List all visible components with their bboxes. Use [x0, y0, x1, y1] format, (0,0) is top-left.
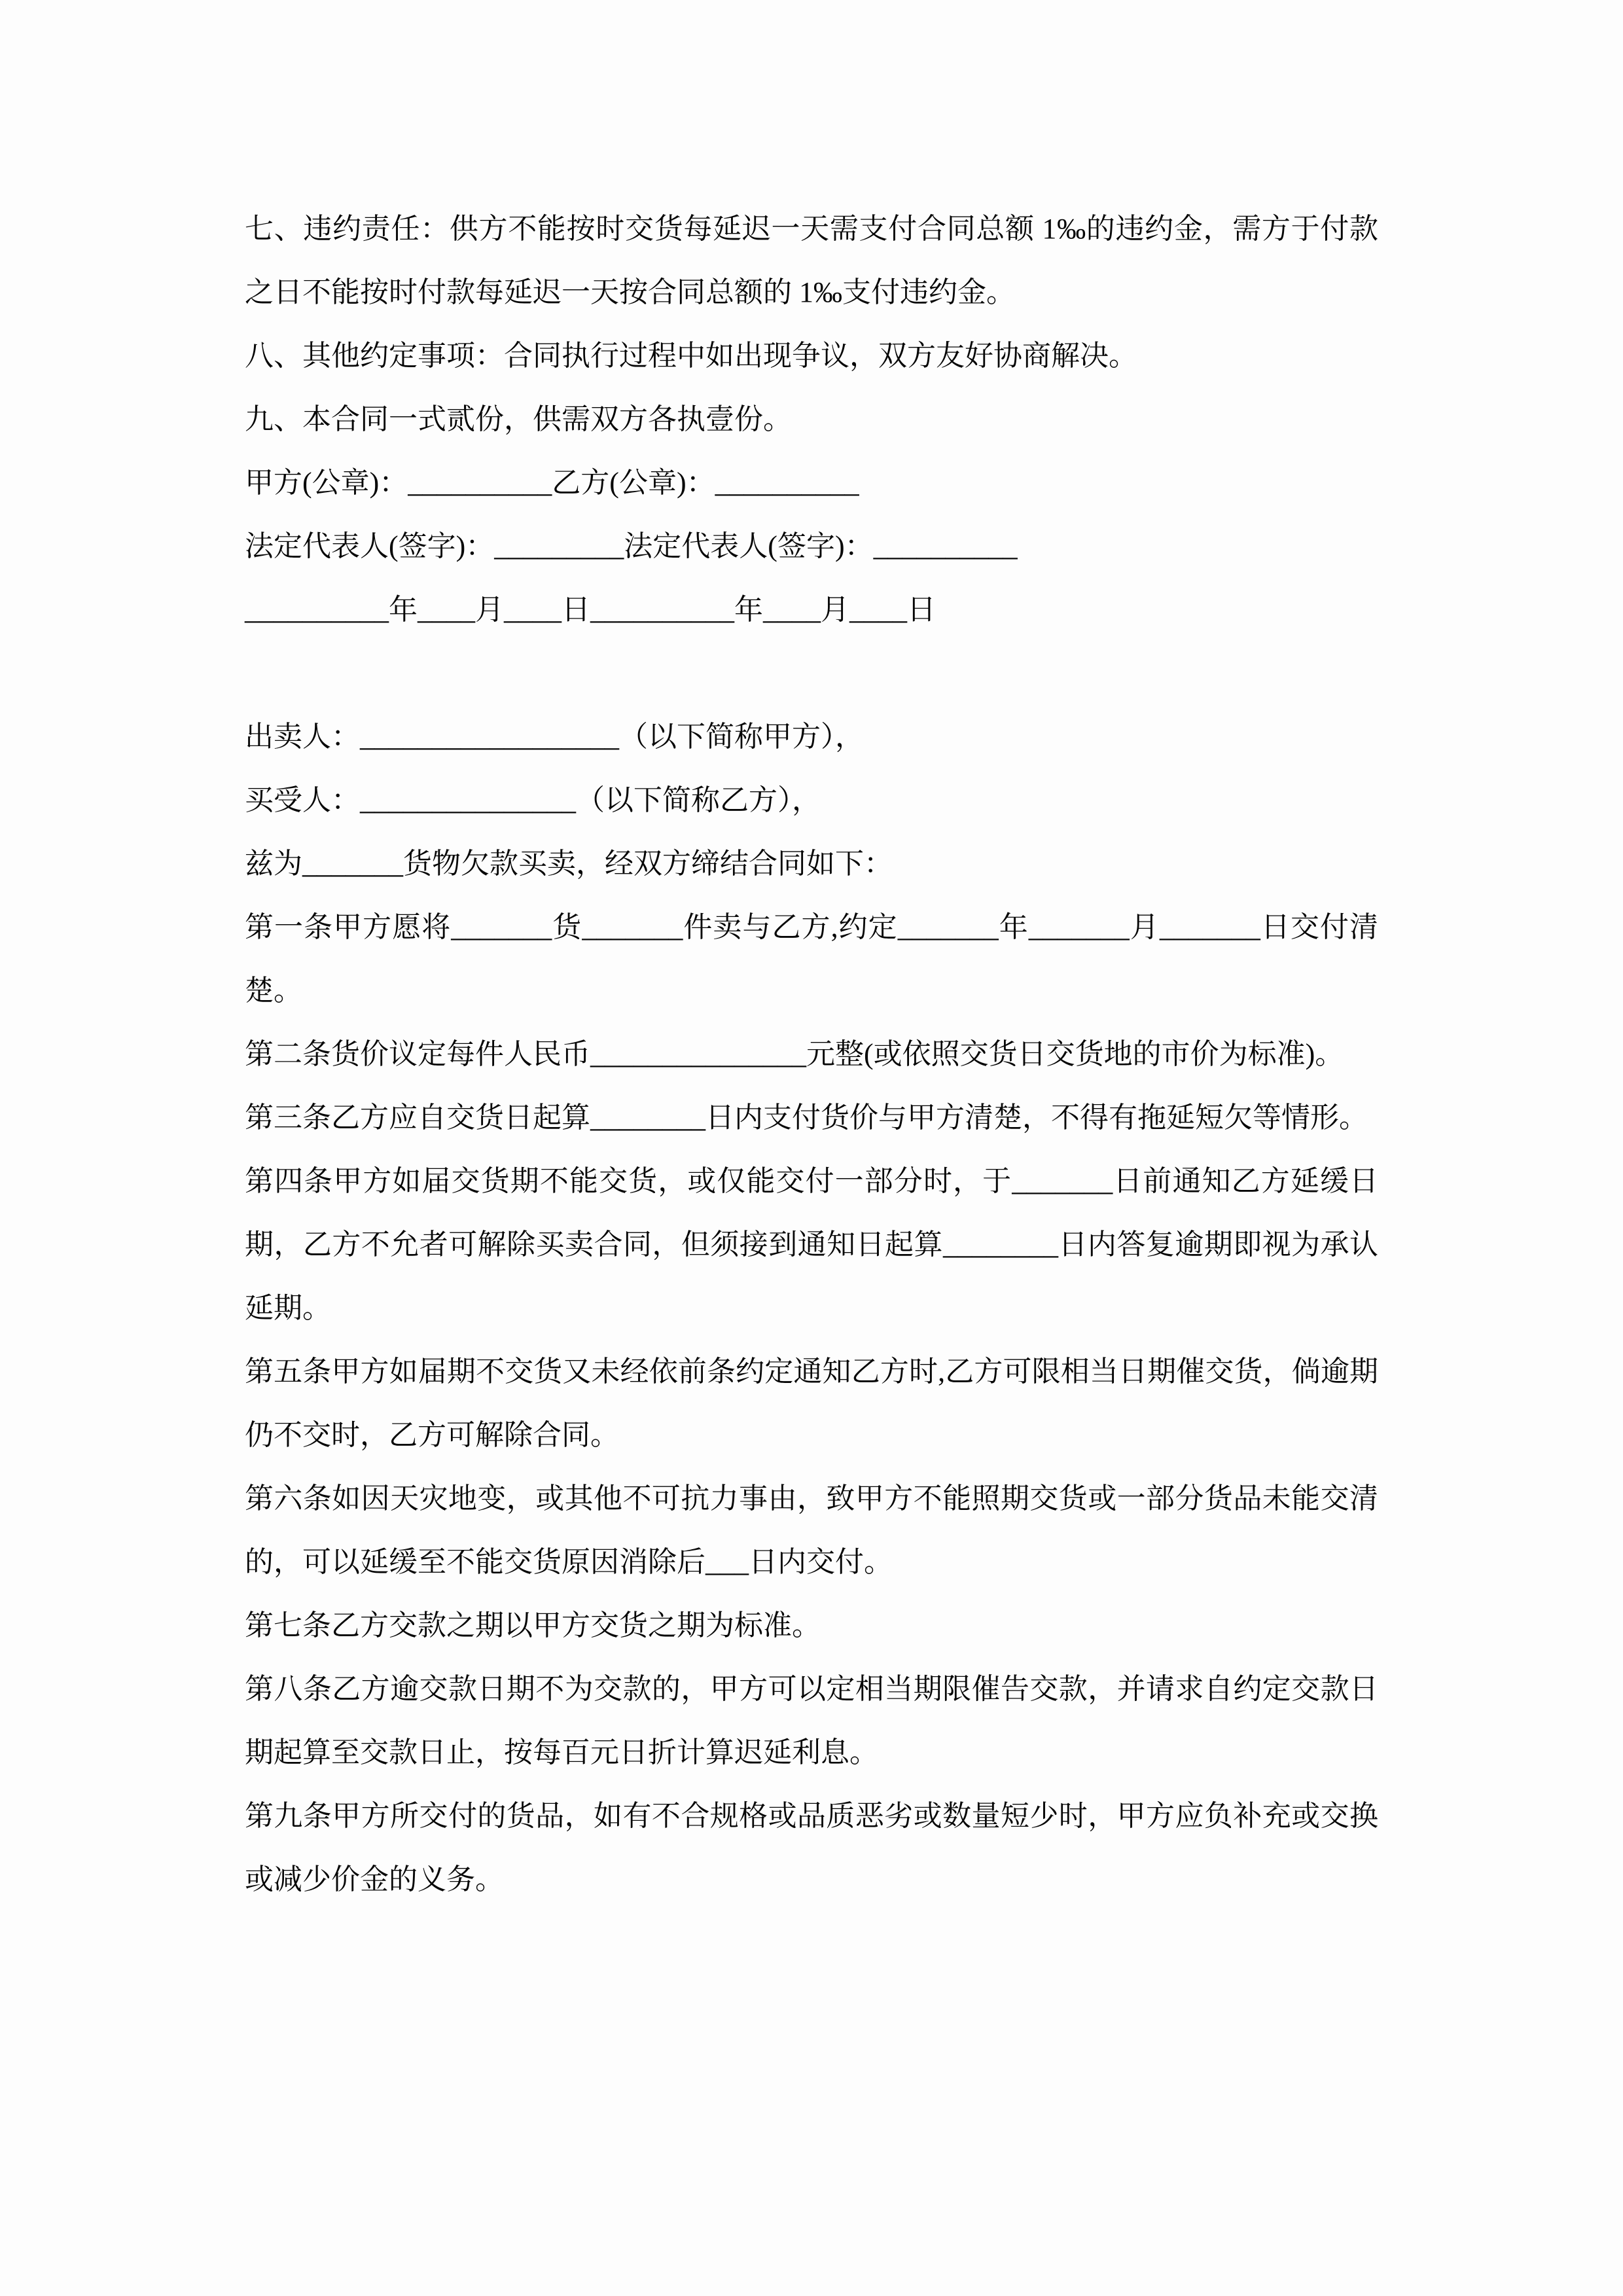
- seller-name-line: 出卖人：__________________（以下简称甲方），: [245, 721, 864, 753]
- clause-8-other-matters: 八、其他约定事项：合同执行过程中如出现争议，双方友好协商解决。: [245, 340, 1137, 372]
- clause-7-breach-liability: 七、违约责任：供方不能按时交货每延迟一天需支付合同总额 1‰的违约金，需方于付款之日不能按时付款每延迟一天按合同总额的 1‰支付违约金。: [245, 213, 1378, 308]
- date-fill-in-line: __________年____月____日__________年____月____日: [245, 594, 936, 626]
- article-4-delivery-delay-notice: 第四条甲方如届交货期不能交货，或仅能交付一部分时，于_______日前通知乙方延缓日期，乙方不允者可解除买卖合同，但须接到通知日起算________日内答复逾期即视为承认延期。: [245, 1165, 1378, 1324]
- contract-preamble: 兹为_______货物欠款买卖，经双方缔结合同如下：: [245, 848, 893, 880]
- buyer-name-line: 买受人：_______________（以下简称乙方），: [245, 784, 821, 816]
- clause-9-copies: 九、本合同一式贰份，供需双方各执壹份。: [245, 403, 792, 435]
- article-5-failure-to-deliver: 第五条甲方如届期不交货又未经依前条约定通知乙方时,乙方可限相当日期催交货，倘逾期仍不交时，乙方可解除合同。: [245, 1355, 1378, 1451]
- article-9-quality-shortage-obligation: 第九条甲方所交付的货品，如有不合规格或品质恶劣或数量短少时，甲方应负补充或交换或减少价金的义务。: [245, 1800, 1378, 1895]
- legal-representative-signature-line: 法定代表人(签字)：_________法定代表人(签字)：__________: [245, 530, 1018, 562]
- party-seal-signature-line: 甲方(公章)：__________乙方(公章)：__________: [245, 467, 859, 499]
- article-3-payment-term: 第三条乙方应自交货日起算________日内支付货价与甲方清楚，不得有拖延短欠等情形。: [245, 1102, 1368, 1134]
- article-1-delivery: 第一条甲方愿将_______货_______件卖与乙方,约定_______年_______月_______日交付清楚。: [245, 911, 1378, 1007]
- article-2-price: 第二条货价议定每件人民币_______________元整(或依照交货日交货地的市价为标准)。: [245, 1038, 1344, 1070]
- article-7-payment-date-standard: 第七条乙方交款之期以甲方交货之期为标准。: [245, 1609, 821, 1641]
- article-6-force-majeure: 第六条如因天灾地变，或其他不可抗力事由，致甲方不能照期交货或一部分货品未能交清的，可以延缓至不能交货原因消除后___日内交付。: [245, 1482, 1378, 1578]
- section-gap: [245, 641, 1378, 705]
- article-8-overdue-payment-interest: 第八条乙方逾交款日期不为交款的，甲方可以定相当期限催告交款，并请求自约定交款日期起算至交款日止，按每百元日折计算迟延利息。: [245, 1673, 1378, 1768]
